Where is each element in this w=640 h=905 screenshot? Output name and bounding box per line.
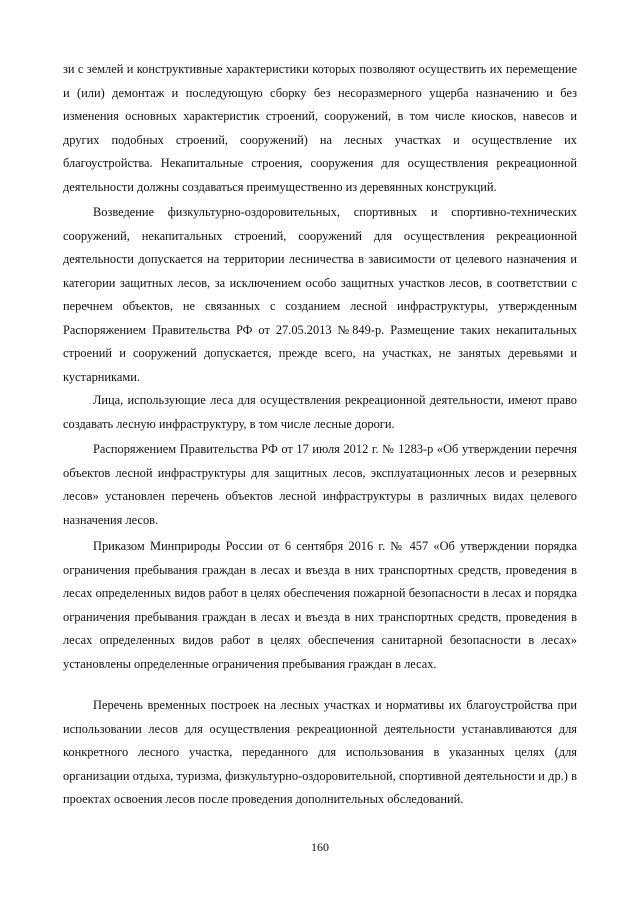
body-text [63, 58, 577, 812]
paragraph-forest-infrastructure-right: Лица, использующие леса для осуществления рекреационной деятельности, имеют право создавать лесную инфраструктуру, в том числе лесные дороги. [63, 393, 577, 431]
paragraph-temporary-buildings: Перечень временных построек на лесных участках и нормативы их благоустройства при использовании лесов для осуществления рекреационной деятельности устанавливаются для конкретного лесного участка, переданного для использования в указанных целях (для организации отдыха, туризма, физкультурно-оздоровительной, спортивной деятельности и др.) в проектах освоения лесов после проведения дополнительных обследований. [63, 698, 577, 806]
page-number: 160 [311, 840, 329, 854]
paragraph-construction-rules: Возведение физкультурно-оздоровительных, спортивных и спортивно-технических сооружений, некапитальных строений, сооружений для осуществления рекреационной деятельности допускается на территории лесничества в зависимости от целевого назначения и категории защитных лесов, за исключением особо защитных участков лесов, в соответствии с перечнем объектов, не связанных с созданием лесной инфраструктуры, утвержденным Распоряжением Правительства РФ от 27.05.2013 №849-р. Размещение таких некапитальных строений и сооружений допускается, прежде всего, на участках, не занятых деревьями и кустарниками. [63, 205, 577, 384]
paragraph-ministry-order-457: Приказом Минприроды России от 6 сентября 2016 г. № 457 «Об утверждении порядка ограничения пребывания граждан в лесах и въезда в них транспортных средств, проведения в лесах определенных видов работ в целях обеспечения пожарной безопасности в лесах и порядка ограничения пребывания граждан в лесах и въезда в них транспортных средств, проведения в лесах определенных видов работ в целях обеспечения санитарной безопасности в лесах» установлены определенные ограничения пребывания граждан в лесах. [63, 539, 577, 671]
paragraph-government-order-1283: Распоряжением Правительства РФ от 17 июля 2012 г. № 1283-р «Об утверждении перечня объектов лесной инфраструктуры для защитных лесов, эксплуатационных лесов и резервных лесов» установлен перечень объектов лесной инфраструктуры в различных видах целевого назначения лесов. [63, 442, 577, 527]
paragraph-continuation: зи с землей и конструктивные характеристики которых позволяют осуществить их перемещение и (или) демонтаж и последующую сборку без несоразмерного ущерба назначению и без изменения основных характеристик строений, сооружений, в том числе киосков, навесов и других подобных строений, сооружений) на лесных участках и осуществление их благоустройства. Некапитальные строения, сооружения для осуществления рекреационной деятельности должны создаваться преимущественно из деревянных конструкций. [63, 62, 577, 194]
